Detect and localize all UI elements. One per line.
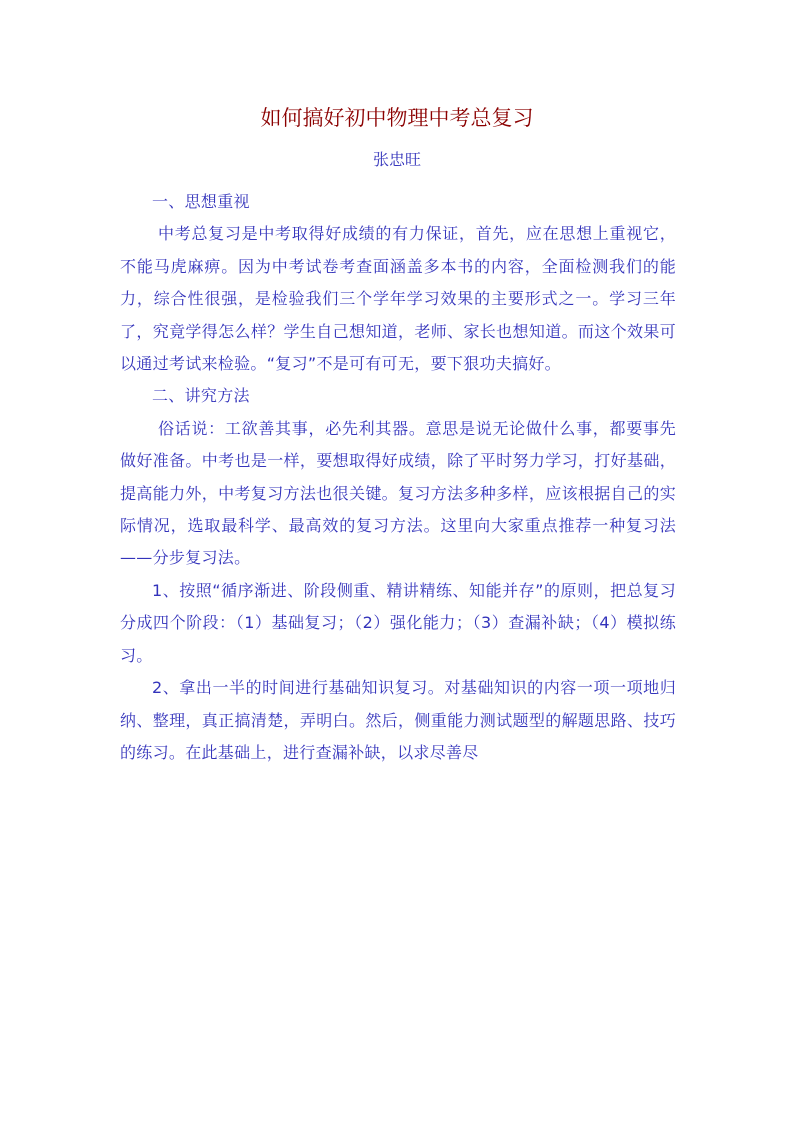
section-heading: 二、讲究方法 bbox=[152, 386, 250, 406]
section-heading: 一、思想重视 bbox=[152, 192, 250, 211]
numbered-paragraph: 2、拿出一半的时间进行基础知识复习。对基础知识的内容一项一项地归纳、整理，真正搞清楚，弄明白。然后，侧重能力测试题型的解题思路、技巧的练习。在此基础上，进行查漏补缺，以求尽善尽 bbox=[120, 678, 676, 762]
document-body bbox=[120, 186, 676, 769]
document-author: 张忠旺 bbox=[372, 150, 421, 169]
paragraph: 俗话说：工欲善其事，必先利其器。意思是说无论做什么事，都要事先做好准备。中考也是一样，要想取得好成绩，除了平时努力学习，打好基础，提高能力外，中考复习方法也很关键。复习方法多种多样，应该根据自己的实际情况，选取最科学、最高效的复习方法。这里向大家重点推荐一种复习法——分步复习法。 bbox=[120, 418, 676, 568]
numbered-paragraph: 1、按照“循序渐进、阶段侧重、精讲精练、知能并存”的原则，把总复习分成四个阶段：（1）基础复习；（2）强化能力；（3）查漏补缺；（4）模拟练习。 bbox=[120, 580, 676, 665]
document-title: 如何搞好初中物理中考总复习 bbox=[260, 106, 534, 130]
paragraph: 中考总复习是中考取得好成绩的有力保证，首先，应在思想上重视它，不能马虎麻痹。因为中考试卷考查面涵盖多本书的内容，全面检测我们的能力，综合性很强，是检验我们三个学年学习效果的主要形式之一。学习三年了，究竟学得怎么样？学生自己想知道，老师、家长也想知道。而这个效果可以通过考试来检验。“复习”不是可有可无，要下狠功夫搞好。 bbox=[120, 224, 676, 374]
